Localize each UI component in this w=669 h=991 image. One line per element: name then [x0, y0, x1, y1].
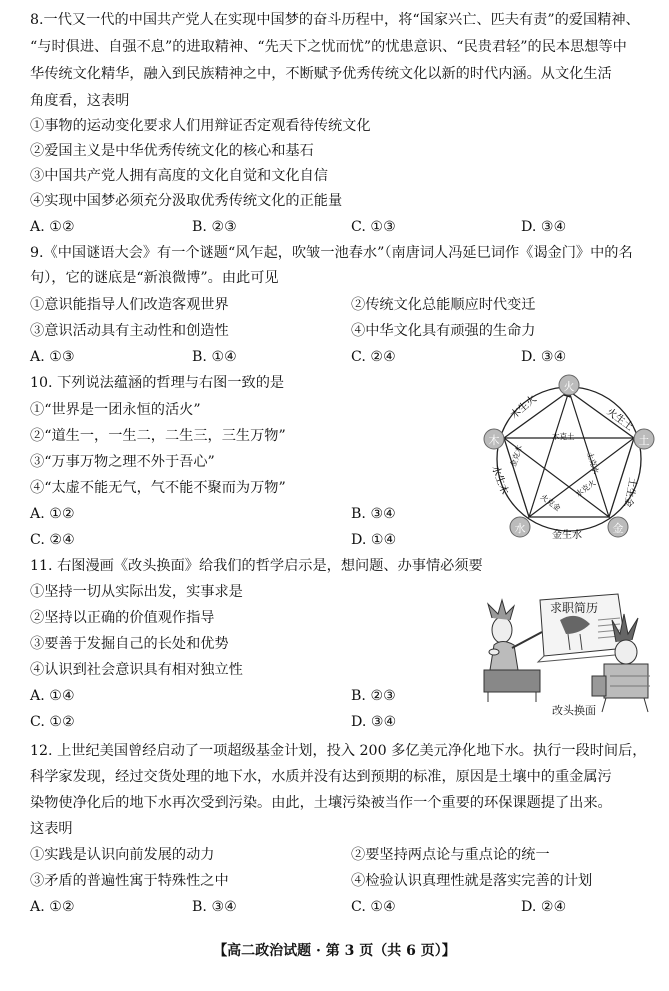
q9-choice: ①意识能指导人们改造客观世界	[30, 297, 229, 313]
q8-option-a[interactable]: A. ①②	[30, 219, 75, 235]
q10-option-a[interactable]: A. ①②	[30, 506, 75, 522]
q8-choice: ②爱国主义是中华优秀传统文化的核心和基石	[30, 143, 314, 159]
q9-choice: ②传统文化总能顺应时代变迁	[351, 297, 536, 313]
q12-choice: ①实践是认识向前发展的动力	[30, 847, 215, 863]
q10-option-b[interactable]: B. ③④	[351, 506, 396, 522]
q8-choice: ④实现中国梦必须充分汲取优秀传统文化的正能量	[30, 193, 343, 209]
svg-text:木: 木	[488, 434, 500, 447]
q12-stem-line: 这表明	[30, 821, 73, 837]
label-water-gen-wood: 水生木	[489, 464, 510, 497]
q9-option-d[interactable]: D. ③④	[521, 349, 567, 365]
q8-option-c[interactable]: C. ①③	[351, 219, 396, 235]
q9-stem-line: 句），它的谜底是“新浪微博”。由此可见	[30, 270, 279, 286]
q12-stem-line: 科学家发现，经过交货处理的地下水，水质并没有达到预期的标准，原因是土壤中的重金属污	[30, 769, 612, 785]
label-fire-ctrl-metal: 火克金	[538, 492, 563, 513]
q11-choice: ①坚持一切从实际出发，实事求是	[30, 584, 243, 600]
q11-option-b[interactable]: B. ②③	[351, 688, 396, 704]
cartoon-caption: 改头换面	[552, 704, 596, 717]
q9-option-a[interactable]: A. ①③	[30, 349, 75, 365]
five-elements-diagram	[480, 373, 658, 545]
q9-choice: ④中华文化具有顽强的生命力	[351, 323, 536, 339]
q12-stem-line: 12. 上世纪美国曾经启动了一项超级基金计划，投入 200 多亿美元净化地下水。执行一段时间后，	[30, 743, 647, 759]
node-fire	[559, 375, 579, 395]
q8-stem-line: 角度看，这表明	[30, 93, 130, 109]
q12-option-d[interactable]: D. ②④	[521, 899, 567, 915]
label-metal-gen-water: 金生水	[552, 530, 582, 541]
label-wood-ctrl-earth: 木克土	[552, 432, 575, 441]
q11-stem-line: 11. 右图漫画《改头换面》给我们的哲学启示是，想问题、办事情必须要	[30, 558, 483, 574]
q8-option-b[interactable]: B. ②③	[192, 219, 237, 235]
svg-text:金: 金	[612, 522, 624, 535]
q9-stem-line: 9.《中国谜语大会》有一个谜题“风乍起，吹皱一池春水”（南唐词人冯延巳词作《谒金门》中的名	[30, 245, 633, 261]
svg-text:水: 水	[514, 522, 526, 535]
figure-left-person	[484, 600, 542, 702]
svg-text:土: 土	[638, 434, 650, 447]
q10-choice: ④“太虚不能无气，气不能不聚而为万物”	[30, 480, 286, 496]
label-earth-ctrl-water: 土克水	[585, 450, 601, 476]
resume-title: 求职简历	[550, 601, 599, 615]
resume-paper	[538, 594, 626, 662]
q12-choice: ③矛盾的普遍性寓于特殊性之中	[30, 873, 229, 889]
svg-text:火: 火	[563, 380, 575, 393]
label-earth-gen-metal: 土生金	[621, 476, 638, 508]
q12-option-c[interactable]: C. ①④	[351, 899, 396, 915]
q11-option-c[interactable]: C. ①②	[30, 714, 75, 730]
q12-choice: ②要坚持两点论与重点论的统一	[351, 847, 550, 863]
q12-option-a[interactable]: A. ①②	[30, 899, 75, 915]
q8-option-d[interactable]: D. ③④	[521, 219, 567, 235]
page-footer: 【高二政治试题 · 第 3 页（共 6 页）】	[213, 943, 456, 959]
q12-stem-line: 染物使净化后的地下水再次受到污染。由此，土壤污染被当作一个重要的环保课题提了出来。	[30, 795, 612, 811]
q10-choice: ②“道生一，一生二，二生三，三生万物”	[30, 428, 286, 444]
label-wood-gen-fire: 木生火	[508, 393, 539, 422]
label-metal-ctrl-wood: 金克木	[508, 444, 525, 469]
q8-stem-line: “与时俱进、自强不息”的进取精神、“先天下之忧而忧”的忧患意识、“民贵君轻”的民本思想等中	[30, 39, 627, 55]
q11-choice: ③要善于发掘自己的长处和优势	[30, 636, 229, 652]
q10-stem-line: 10. 下列说法蕴涵的哲理与右图一致的是	[30, 375, 285, 391]
label-water-ctrl-fire: 水克火	[573, 478, 598, 499]
q8-stem-line: 8.一代又一代的中国共产党人在实现中国梦的奋斗历程中，将“国家兴亡、匹夫有责”的爱国精神、	[30, 12, 640, 28]
q11-choice: ④认识到社会意识具有相对独立性	[30, 662, 243, 678]
node-water	[510, 517, 530, 537]
q12-choice: ④检验认识真理性就是落实完善的计划	[351, 873, 593, 889]
node-earth	[634, 429, 654, 449]
q9-option-c[interactable]: C. ②④	[351, 349, 396, 365]
q10-choice: ①“世界是一团永恒的活火”	[30, 402, 201, 418]
q9-choice: ③意识活动具有主动性和创造性	[30, 323, 229, 339]
q8-choice: ③中国共产党人拥有高度的文化自觉和文化自信	[30, 168, 328, 184]
cartoon-change-appearance	[480, 590, 660, 720]
q8-choice: ①事物的运动变化要求人们用辩证否定观看待传统文化	[30, 118, 371, 134]
node-wood	[484, 429, 504, 449]
q10-option-c[interactable]: C. ②④	[30, 532, 75, 548]
q12-option-b[interactable]: B. ③④	[192, 899, 237, 915]
q11-option-d[interactable]: D. ③④	[351, 714, 397, 730]
label-fire-gen-earth: 火生土	[604, 406, 635, 434]
q10-choice: ③“万事万物之理不外于吾心”	[30, 454, 215, 470]
q8-stem-line: 华传统文化精华，融入到民族精神之中，不断赋予优秀传统文化以新的时代内涵。从文化生活	[30, 66, 612, 82]
q9-option-b[interactable]: B. ①④	[192, 349, 237, 365]
node-metal	[608, 517, 628, 537]
q11-choice: ②坚持以正确的价值观作指导	[30, 610, 215, 626]
q10-option-d[interactable]: D. ①④	[351, 532, 397, 548]
q11-option-a[interactable]: A. ①④	[30, 688, 75, 704]
